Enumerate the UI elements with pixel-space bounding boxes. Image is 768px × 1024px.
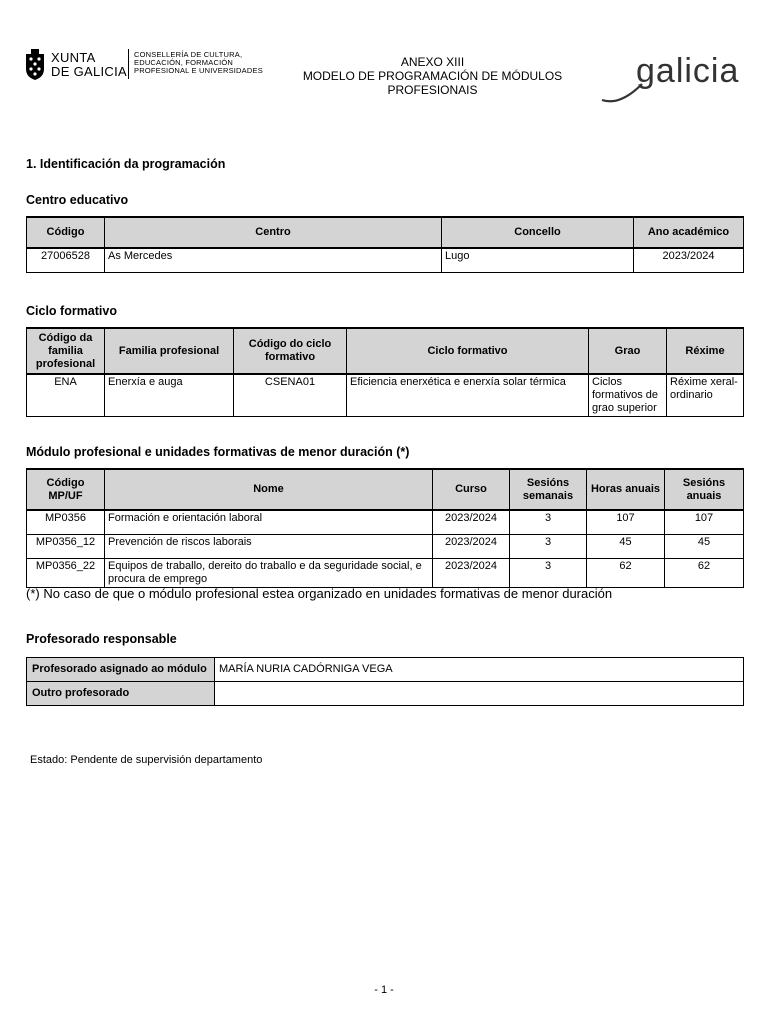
ciclo-header-codfam: Código da familia profesional bbox=[27, 328, 105, 374]
modulo-cell: 3 bbox=[510, 534, 587, 558]
centro-header-centro: Centro bbox=[105, 217, 442, 248]
centro-concello: Lugo bbox=[442, 248, 634, 272]
ciclo-header-grao: Grao bbox=[589, 328, 667, 374]
xunta-logo bbox=[24, 48, 269, 82]
centro-table bbox=[26, 216, 744, 273]
page-number: - 1 - bbox=[374, 984, 394, 996]
ciclo-familia: Enerxía e auga bbox=[105, 374, 234, 417]
galicia-logo bbox=[600, 52, 748, 107]
modulo-cell: 2023/2024 bbox=[433, 558, 510, 587]
ciclo-table bbox=[26, 327, 744, 417]
modulo-footnote: (*) No caso de que o módulo profesional estea organizado en unidades formativas de menor duración bbox=[26, 586, 613, 601]
ciclo-header-rexime: Réxime bbox=[667, 328, 744, 374]
profesorado-table bbox=[26, 657, 744, 706]
modulo-cell: MP0356 bbox=[27, 510, 105, 534]
estado-text: Estado: Pendente de supervisión departamento bbox=[30, 754, 263, 766]
conselleria-line2: EDUCACIÓN, FORMACIÓN bbox=[134, 58, 234, 67]
modulo-header-nome: Nome bbox=[105, 469, 433, 510]
modulo-cell: 107 bbox=[665, 510, 744, 534]
profesorado-assigned-value: MARÍA NURIA CADÓRNIGA VEGA bbox=[215, 658, 744, 682]
modulo-header-sesions-semanais: Sesións semanais bbox=[510, 469, 587, 510]
modulo-cell: 107 bbox=[587, 510, 665, 534]
modulo-cell: MP0356_22 bbox=[27, 558, 105, 587]
table-row bbox=[27, 248, 744, 272]
centro-header-concello: Concello bbox=[442, 217, 634, 248]
conselleria-line3: PROFESIONAL E UNIVERSIDADES bbox=[134, 66, 263, 75]
table-row bbox=[27, 558, 744, 587]
conselleria-line1: CONSELLERÍA DE CULTURA, bbox=[134, 50, 243, 59]
modulo-title: Módulo profesional e unidades formativas de menor duración (*) bbox=[26, 445, 410, 459]
centro-header-codigo: Código bbox=[27, 217, 105, 248]
profesorado-assigned-label: Profesorado asignado ao módulo bbox=[27, 658, 215, 682]
centro-codigo: 27006528 bbox=[27, 248, 105, 272]
title-line3: PROFESIONAIS bbox=[387, 83, 478, 97]
centro-header-ano: Ano académico bbox=[634, 217, 744, 248]
centro-title: Centro educativo bbox=[26, 193, 129, 207]
modulo-header-curso: Curso bbox=[433, 469, 510, 510]
galicia-swoosh-icon bbox=[600, 66, 660, 106]
modulo-cell: Prevención de riscos laborais bbox=[105, 534, 433, 558]
modulo-cell: 45 bbox=[665, 534, 744, 558]
title-line2: MODELO DE PROGRAMACIÓN DE MÓDULOS bbox=[302, 69, 563, 83]
coat-of-arms-icon bbox=[24, 49, 46, 81]
modulo-cell: 2023/2024 bbox=[433, 510, 510, 534]
modulo-table bbox=[26, 468, 744, 588]
ciclo-nome: Eficiencia enerxética e enerxía solar térmica bbox=[347, 374, 589, 417]
ciclo-codfam: ENA bbox=[27, 374, 105, 417]
modulo-cell: MP0356_12 bbox=[27, 534, 105, 558]
logo-divider bbox=[128, 49, 129, 79]
title-line1: ANEXO XIII bbox=[400, 55, 465, 69]
ciclo-header-ciclo: Ciclo formativo bbox=[347, 328, 589, 374]
modulo-cell: 3 bbox=[510, 558, 587, 587]
modulo-cell: Equipos de traballo, dereito do traballo e da seguridade social, e procura de emprego bbox=[105, 558, 433, 587]
table-row bbox=[27, 510, 744, 534]
modulo-header-codigo: Código MP/UF bbox=[27, 469, 105, 510]
xunta-line1: XUNTA bbox=[51, 50, 96, 65]
modulo-header-sesions-anuais: Sesións anuais bbox=[665, 469, 744, 510]
profesorado-title: Profesorado responsable bbox=[26, 632, 177, 646]
ciclo-codciclo: CSENA01 bbox=[234, 374, 347, 417]
centro-nome: As Mercedes bbox=[105, 248, 442, 272]
modulo-header-horas: Horas anuais bbox=[587, 469, 665, 510]
modulo-cell: 62 bbox=[665, 558, 744, 587]
modulo-cell: Formación e orientación laboral bbox=[105, 510, 433, 534]
modulo-cell: 2023/2024 bbox=[433, 534, 510, 558]
profesorado-other-value bbox=[215, 682, 744, 706]
ciclo-header-codciclo: Código do ciclo formativo bbox=[234, 328, 347, 374]
table-row bbox=[27, 374, 744, 417]
ciclo-rexime: Réxime xeral-ordinario bbox=[667, 374, 744, 417]
ciclo-title: Ciclo formativo bbox=[26, 304, 117, 318]
modulo-cell: 45 bbox=[587, 534, 665, 558]
modulo-cell: 62 bbox=[587, 558, 665, 587]
section-title: 1. Identificación da programación bbox=[26, 157, 226, 171]
ciclo-grao: Ciclos formativos de grao superior bbox=[589, 374, 667, 417]
xunta-line2: DE GALICIA bbox=[51, 64, 127, 79]
galicia-logo-text: galicia bbox=[636, 52, 740, 90]
table-row bbox=[27, 534, 744, 558]
profesorado-other-label: Outro profesorado bbox=[27, 682, 215, 706]
ciclo-header-familia: Familia profesional bbox=[105, 328, 234, 374]
document-title bbox=[280, 55, 585, 97]
centro-ano: 2023/2024 bbox=[634, 248, 744, 272]
modulo-cell: 3 bbox=[510, 510, 587, 534]
